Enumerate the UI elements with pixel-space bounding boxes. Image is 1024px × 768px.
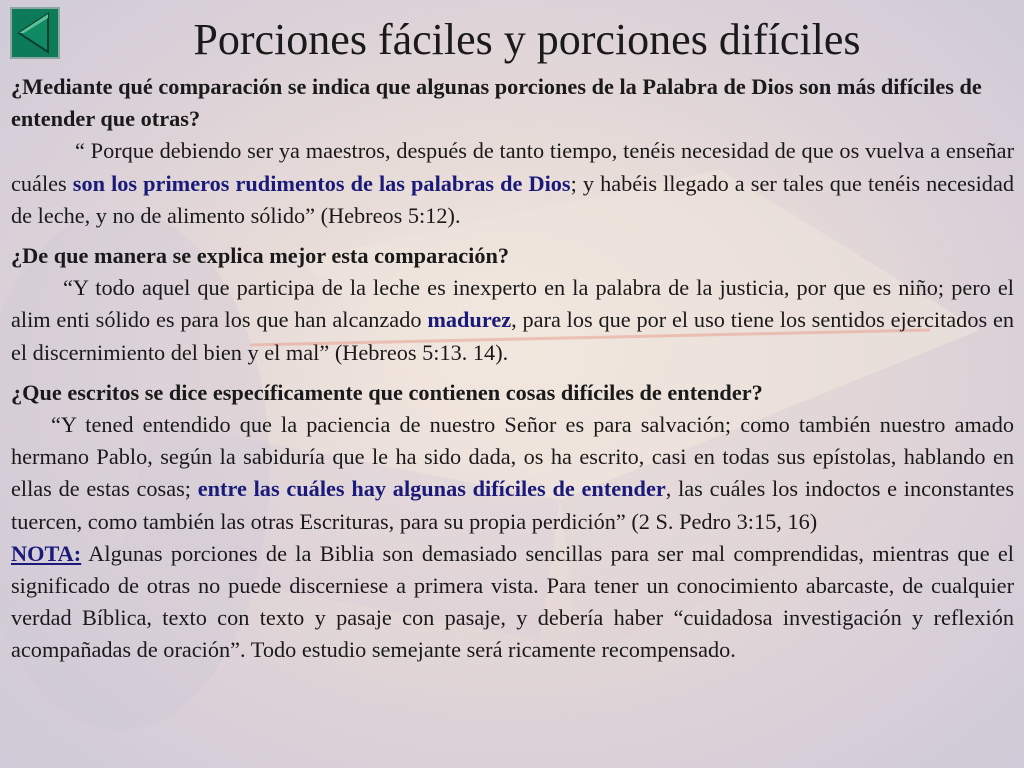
answer-2	[11, 272, 1014, 369]
answer-2-text: “Y todo aquel que participa de la leche es inexperto en la palabra de la justicia, por que es niño; pero el alim enti sólido es para los que han alcanzado	[11, 275, 1014, 333]
note-label: NOTA:	[11, 540, 82, 566]
question-3: ¿Que escritos se dice específicamente que contienen cosas difíciles de entender?	[11, 379, 763, 405]
answer-1-text: “ Porque debiendo ser ya maestros, después de tanto tiempo, tenéis necesidad de que os vuelva a enseñar cuáles	[11, 138, 1014, 196]
answer-1-text-end: ; y habéis llegado a ser tales que tenéis necesidad de leche, y no de alimento sólido” (Hebreos 5:12).	[11, 170, 1014, 228]
answer-3-emphasis: entre las cuáles hay algunas difíciles de entender	[197, 476, 666, 502]
answer-2-emphasis: madurez	[427, 307, 512, 333]
note	[11, 538, 1014, 667]
question-1: ¿Mediante qué comparación se indica que algunas porciones de la Palabra de Dios son más difíciles de entender que otras?	[11, 74, 982, 132]
question-2: ¿De que manera se explica mejor esta comparación?	[11, 243, 510, 269]
answer-1-emphasis: son los primeros rudimentos de las palabras de Dios	[72, 170, 571, 196]
answer-2-text-end: , para los que por el uso tiene los sentidos ejercitados en el discernimiento del bien y el mal” (Hebreos 5:13. 14).	[11, 307, 1014, 365]
answer-1	[11, 135, 1014, 232]
note-text: Algunas porciones de la Biblia son demasiado sencillas para ser mal comprendidas, mientras que el significado de otras no puede discerniese a primera vista. Para tener un conocimiento abarcaste, de cualquier verdad Bíblica, texto con texto y pasaje con pasaje, y debería haber “cuidadosa investigación y reflexión acompañadas de oración”. Todo estudio semejante será ricamente recompensado.	[11, 540, 1014, 663]
main-content	[11, 71, 1014, 667]
answer-3-text-end: , las cuáles los indoctos e inconstantes tuercen, como también las otras Escrituras, para su propia perdición” (2 S. Pedro 3:15, 16)	[11, 476, 1014, 534]
answer-3-text: “Y tened entendido que la paciencia de nuestro Señor es para salvación; como también nuestro amado hermano Pablo, según la sabiduría que le ha sido dada, os ha escrito, casi en todas sus epístolas, hablando en ellas de estas cosas;	[11, 412, 1014, 502]
answer-3	[11, 409, 1014, 538]
page-title: Porciones fáciles y porciones difíciles	[193, 15, 861, 64]
